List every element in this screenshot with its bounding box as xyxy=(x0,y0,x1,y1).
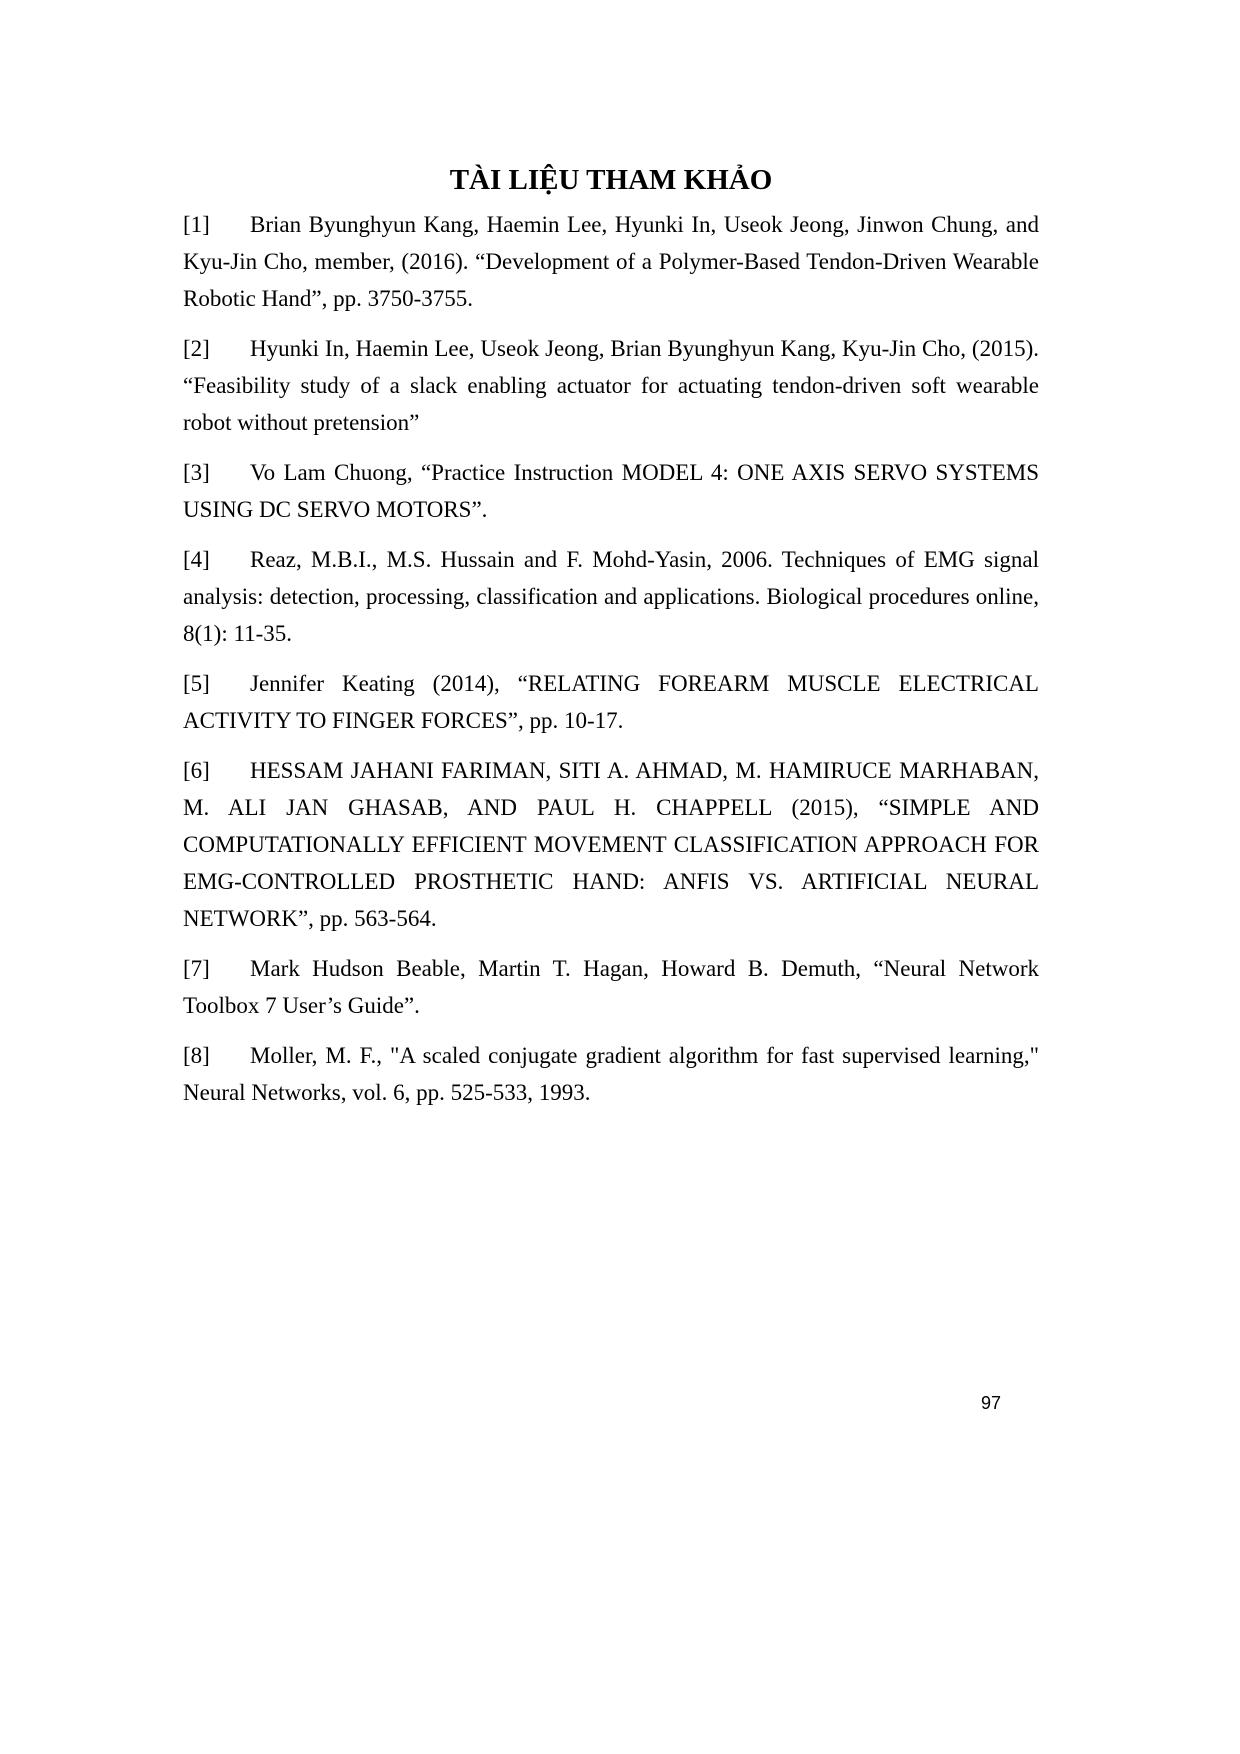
reference-entry xyxy=(183,950,1039,1024)
reference-text: HESSAM JAHANI FARIMAN, SITI A. AHMAD, M. HAMIRUCE MARHABAN, M. ALI JAN GHASAB, AND PAUL H. CHAPPELL (2015), “SIMPLE AND COMPUTATIONALLY EFFICIENT MOVEMENT CLASSIFICATION APPROACH FOR EMG-CONTROLLED PROSTHETIC HAND: ANFIS VS. ARTIFICIAL NEURAL NETWORK”, pp. 563-564. xyxy=(183,758,1039,931)
reference-number: [1] xyxy=(183,212,210,237)
reference-entry xyxy=(183,752,1039,937)
reference-text: Jennifer Keating (2014), “RELATING FOREARM MUSCLE ELECTRICAL ACTIVITY TO FINGER FORCES”, pp. 10-17. xyxy=(183,671,1039,733)
reference-entry xyxy=(183,1037,1039,1111)
reference-number: [4] xyxy=(183,547,210,572)
reference-number: [8] xyxy=(183,1043,210,1068)
references-list xyxy=(183,206,1039,1111)
reference-text: Brian Byunghyun Kang, Haemin Lee, Hyunki In, Useok Jeong, Jinwon Chung, and Kyu-Jin Cho, member, (2016). “Development of a Polymer-Based Tendon-Driven Wearable Robotic Hand”, pp. 3750-3755. xyxy=(183,212,1039,311)
reference-number: [6] xyxy=(183,758,210,783)
reference-text: Hyunki In, Haemin Lee, Useok Jeong, Brian Byunghyun Kang, Kyu-Jin Cho, (2015). “Feasibility study of a slack enabling actuator for actuating tendon-driven soft wearable robot without pretension” xyxy=(183,336,1039,435)
reference-text: Reaz, M.B.I., M.S. Hussain and F. Mohd-Yasin, 2006. Techniques of EMG signal analysis: detection, processing, classification and applications. Biological procedures online, 8(1): 11-35. xyxy=(183,547,1039,646)
reference-text: Vo Lam Chuong, “Practice Instruction MODEL 4: ONE AXIS SERVO SYSTEMS USING DC SERVO MOTORS”. xyxy=(183,460,1039,522)
page-number: 97 xyxy=(981,1393,1002,1413)
reference-entry xyxy=(183,541,1039,652)
page-content xyxy=(183,160,1039,1124)
reference-number: [7] xyxy=(183,956,210,981)
reference-number: [5] xyxy=(183,671,210,696)
reference-text: Moller, M. F., "A scaled conjugate gradient algorithm for fast supervised learning," Neural Networks, vol. 6, pp. 525-533, 1993. xyxy=(183,1043,1039,1105)
reference-entry xyxy=(183,330,1039,441)
reference-text: Mark Hudson Beable, Martin T. Hagan, Howard B. Demuth, “Neural Network Toolbox 7 User’s Guide”. xyxy=(183,956,1039,1018)
reference-number: [2] xyxy=(183,336,210,361)
reference-entry xyxy=(183,454,1039,528)
reference-entry xyxy=(183,206,1039,317)
reference-entry xyxy=(183,665,1039,739)
page-title: TÀI LIỆU THAM KHẢO xyxy=(449,164,773,196)
reference-number: [3] xyxy=(183,460,210,485)
